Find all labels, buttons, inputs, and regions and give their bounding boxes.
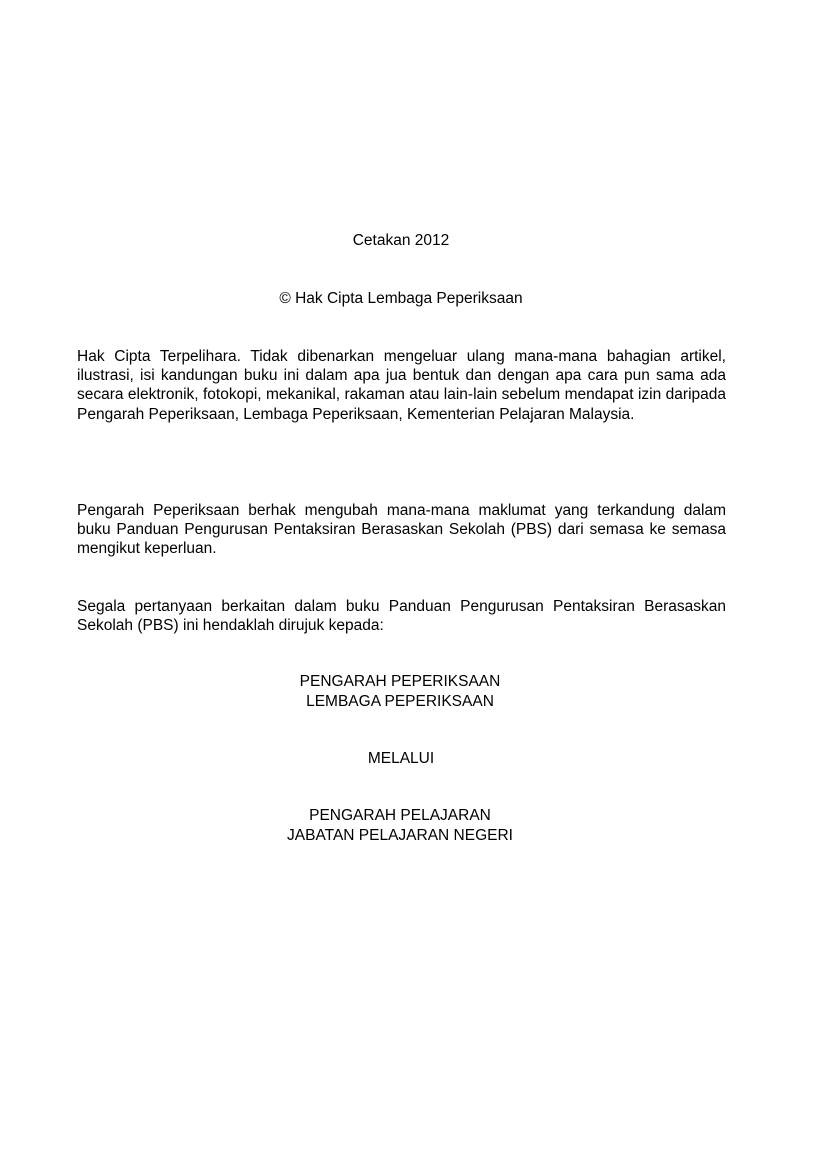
amendment-paragraph: Pengarah Peperiksaan berhak mengubah mana-mana maklumat yang terkandung dalam buku Panduan Pengurusan Pentaksiran Berasaskan Sekolah (PBS) dari semasa ke semasa mengikut keperluan. (77, 502, 726, 558)
via-line: MELALUI (367, 750, 435, 767)
inquiry-paragraph: Segala pertanyaan berkaitan dalam buku Panduan Pengurusan Pentaksiran Berasaskan Sekolah (PBS) ini hendaklah dirujuk kepada: (77, 598, 726, 635)
copyright-line: © Hak Cipta Lembaga Peperiksaan (279, 290, 523, 307)
via-addressee-line-1: PENGARAH PELAJARAN (309, 807, 491, 824)
copyright-notice-paragraph: Hak Cipta Terpelihara. Tidak dibenarkan mengeluar ulang mana-mana bahagian artikel, ilustrasi, isi kandungan buku ini dalam apa jua bentuk dan dengan apa cara pun sama ada secara elektronik, fotokopi, mekanikal, rakaman atau lain-lain sebelum mendapat izin daripada Pengarah Peperiksaan, Lembaga Peperiksaan, Kementerian Pelajaran Malaysia. (77, 348, 726, 423)
via-addressee-block (0, 806, 800, 846)
addressee-line-1: PENGARAH PEPERIKSAAN (299, 673, 501, 690)
via-addressee-line-2: JABATAN PELAJARAN NEGERI (287, 827, 513, 844)
addressee-block (0, 672, 800, 712)
edition-line: Cetakan 2012 (352, 232, 450, 249)
addressee-line-2: LEMBAGA PEPERIKSAAN (306, 693, 494, 710)
